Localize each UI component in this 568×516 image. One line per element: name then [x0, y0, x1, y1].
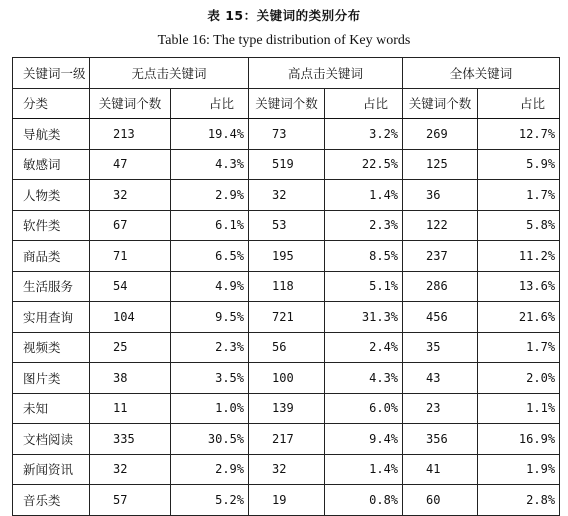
no-click-pct-cell: 9.5% [171, 302, 249, 333]
no-click-count-cell: 71 [90, 241, 171, 272]
all-pct-cell: 2.0% [478, 363, 560, 394]
table-row [13, 485, 560, 516]
all-count-cell: 286 [403, 271, 478, 302]
category-cell: 实用查询 [13, 302, 90, 333]
high-click-count-cell: 139 [249, 393, 325, 424]
no-click-pct-cell: 5.2% [171, 485, 249, 516]
high-click-count-cell: 195 [249, 241, 325, 272]
category-cell: 音乐类 [13, 485, 90, 516]
high-click-count-cell: 118 [249, 271, 325, 302]
high-click-pct-cell: 4.3% [325, 363, 403, 394]
category-cell: 图片类 [13, 363, 90, 394]
all-count-cell: 269 [403, 119, 478, 150]
all-pct-cell: 2.8% [478, 485, 560, 516]
all-pct-cell: 1.9% [478, 454, 560, 485]
all-count-cell: 122 [403, 210, 478, 241]
no-click-count-cell: 67 [90, 210, 171, 241]
all-count-cell: 41 [403, 454, 478, 485]
no-click-count-cell: 335 [90, 424, 171, 455]
high-click-count-cell: 32 [249, 454, 325, 485]
table-row [13, 454, 560, 485]
high-click-count-cell: 100 [249, 363, 325, 394]
high-click-count-cell: 721 [249, 302, 325, 333]
table-row [13, 149, 560, 180]
no-click-count-cell: 25 [90, 332, 171, 363]
all-count-cell: 237 [403, 241, 478, 272]
no-click-count-cell: 32 [90, 180, 171, 211]
no-click-pct-cell: 6.5% [171, 241, 249, 272]
high-click-pct-cell: 5.1% [325, 271, 403, 302]
no-click-count-cell: 54 [90, 271, 171, 302]
table-row [13, 241, 560, 272]
all-pct-cell: 21.6% [478, 302, 560, 333]
high-click-count-cell: 56 [249, 332, 325, 363]
all-count-cell: 35 [403, 332, 478, 363]
all-count-cell: 43 [403, 363, 478, 394]
table-row [13, 332, 560, 363]
no-click-count-cell: 47 [90, 149, 171, 180]
corner-header-line2: 分类 [13, 88, 90, 119]
high-click-pct-cell: 3.2% [325, 119, 403, 150]
high-click-pct-cell: 31.3% [325, 302, 403, 333]
high-click-count-cell: 32 [249, 180, 325, 211]
table-row [13, 180, 560, 211]
no-click-pct-cell: 1.0% [171, 393, 249, 424]
all-pct-cell: 1.1% [478, 393, 560, 424]
no-click-pct-cell: 4.9% [171, 271, 249, 302]
all-count-cell: 125 [403, 149, 478, 180]
no-click-pct-cell: 2.3% [171, 332, 249, 363]
no-click-pct-cell: 30.5% [171, 424, 249, 455]
table-row [13, 363, 560, 394]
table-row [13, 302, 560, 333]
table-title-chinese: 表 15：关键词的类别分布 [207, 8, 361, 23]
group-header-no-click: 无点击关键词 [90, 58, 249, 89]
group-header-all: 全体关键词 [403, 58, 560, 89]
subheader-no-click-count: 关键词个数 [90, 88, 171, 119]
all-count-cell: 23 [403, 393, 478, 424]
all-pct-cell: 1.7% [478, 332, 560, 363]
header-row-subcolumns [13, 88, 560, 119]
category-cell: 文档阅读 [13, 424, 90, 455]
table-row [13, 210, 560, 241]
all-count-cell: 356 [403, 424, 478, 455]
high-click-pct-cell: 1.4% [325, 180, 403, 211]
high-click-pct-cell: 22.5% [325, 149, 403, 180]
all-pct-cell: 1.7% [478, 180, 560, 211]
high-click-count-cell: 19 [249, 485, 325, 516]
high-click-count-cell: 73 [249, 119, 325, 150]
high-click-pct-cell: 0.8% [325, 485, 403, 516]
no-click-count-cell: 38 [90, 363, 171, 394]
category-cell: 生活服务 [13, 271, 90, 302]
corner-header-line1: 关键词一级 [13, 58, 90, 89]
category-cell: 未知 [13, 393, 90, 424]
no-click-count-cell: 213 [90, 119, 171, 150]
all-pct-cell: 11.2% [478, 241, 560, 272]
category-cell: 新闻资讯 [13, 454, 90, 485]
no-click-pct-cell: 2.9% [171, 454, 249, 485]
all-pct-cell: 5.8% [478, 210, 560, 241]
group-header-high-click: 高点击关键词 [249, 58, 403, 89]
all-count-cell: 36 [403, 180, 478, 211]
table-row [13, 271, 560, 302]
header-row-groups [13, 58, 560, 89]
high-click-count-cell: 53 [249, 210, 325, 241]
category-cell: 人物类 [13, 180, 90, 211]
high-click-pct-cell: 2.3% [325, 210, 403, 241]
no-click-count-cell: 104 [90, 302, 171, 333]
subheader-all-count: 关键词个数 [403, 88, 478, 119]
high-click-count-cell: 519 [249, 149, 325, 180]
subheader-high-click-pct: 占比 [325, 88, 403, 119]
category-cell: 敏感词 [13, 149, 90, 180]
no-click-pct-cell: 3.5% [171, 363, 249, 394]
all-pct-cell: 13.6% [478, 271, 560, 302]
high-click-count-cell: 217 [249, 424, 325, 455]
no-click-count-cell: 57 [90, 485, 171, 516]
no-click-count-cell: 32 [90, 454, 171, 485]
subheader-no-click-pct: 占比 [171, 88, 249, 119]
keyword-category-table [12, 57, 560, 516]
all-pct-cell: 16.9% [478, 424, 560, 455]
all-pct-cell: 5.9% [478, 149, 560, 180]
category-cell: 软件类 [13, 210, 90, 241]
table-title-english: Table 16: The type distribution of Key words [157, 33, 411, 48]
table-row [13, 424, 560, 455]
subheader-all-pct: 占比 [478, 88, 560, 119]
category-cell: 视频类 [13, 332, 90, 363]
category-cell: 商品类 [13, 241, 90, 272]
high-click-pct-cell: 1.4% [325, 454, 403, 485]
category-cell: 导航类 [13, 119, 90, 150]
high-click-pct-cell: 9.4% [325, 424, 403, 455]
table-row [13, 119, 560, 150]
high-click-pct-cell: 6.0% [325, 393, 403, 424]
no-click-pct-cell: 4.3% [171, 149, 249, 180]
no-click-pct-cell: 19.4% [171, 119, 249, 150]
all-pct-cell: 12.7% [478, 119, 560, 150]
high-click-pct-cell: 2.4% [325, 332, 403, 363]
no-click-pct-cell: 2.9% [171, 180, 249, 211]
all-count-cell: 60 [403, 485, 478, 516]
table-row [13, 393, 560, 424]
no-click-pct-cell: 6.1% [171, 210, 249, 241]
subheader-high-click-count: 关键词个数 [249, 88, 325, 119]
no-click-count-cell: 11 [90, 393, 171, 424]
high-click-pct-cell: 8.5% [325, 241, 403, 272]
all-count-cell: 456 [403, 302, 478, 333]
